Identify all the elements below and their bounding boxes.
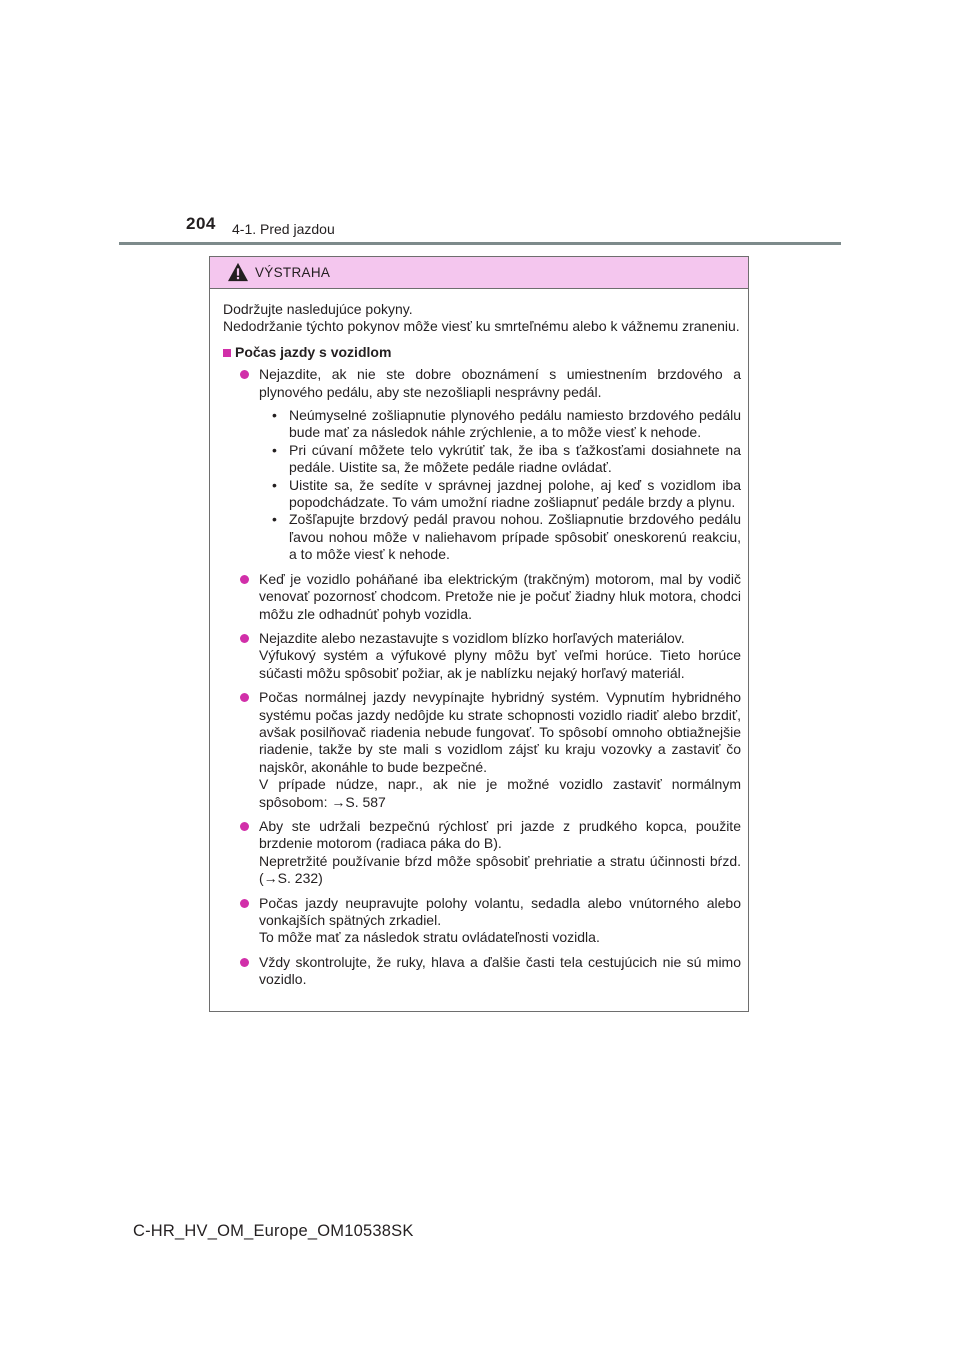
list-item [240,630,741,682]
sub-list-item [272,442,741,477]
bullet-dot-icon: • [272,441,277,458]
list-item [240,571,741,623]
sub-item-text: Zošľapujte brzdový pedál pravou nohou. Zošliapnutie brzdového pedálu ľavou nohou môže v naliehavom prípade spôsobiť oneskorenú reakciu, a to môže viesť k nehode. [289,511,741,563]
item-text: Nepretržité používanie bŕzd môže spôsobiť prehriatie a stratu účinnosti bŕzd. (→S. 232) [259,852,741,887]
subheading [223,344,741,361]
item-text: Výfukový systém a výfukové plyny môžu byť veľmi horúce. Tieto horúce súčasti môžu spôsobiť požiar, ak je nablízku nejaký horľavý materiál. [259,647,741,681]
item-text: V prípade núdze, napr., ak nie je možné vozidlo zastaviť normálnym spôsobom: →S. 587 [259,776,741,810]
circle-bullet-icon [240,899,249,908]
item-text: Nejazdite, ak nie ste dobre oboznámení s umiestnením brzdového a plynového pedálu, aby ste nezošliapli nesprávny pedál. [259,366,741,400]
warning-triangle-icon [227,262,249,282]
document-id: C-HR_HV_OM_Europe_OM10538SK [133,1222,414,1240]
bullet-dot-icon: • [272,407,277,424]
item-text: Aby ste udržali bezpečnú rýchlosť pri jazde z prudkého kopca, použite brzdenie motorom (radiaca páka do B). [259,817,741,852]
circle-bullet-icon [240,370,249,379]
item-text: Počas normálnej jazdy nevypínajte hybridný systém. Vypnutím hybridného systému počas jazdy nedôjde ku strate schopnosti vozidlo riadiť alebo brzdiť, avšak posilňovač riadenia nebude fungovať. To spôsobí omnoho obtiažnejšie riadenie, takže by ste mali s vozidlom zájsť ku kraju vozovky a zastaviť čo najskôr, akonáhle to bude bezpečné. [259,689,741,775]
warning-box [209,256,749,1012]
intro-line-2: Nedodržanie týchto pokynov môže viesť ku smrteľnému alebo k vážnemu zraneniu. [223,318,740,335]
bullet-dot-icon: • [272,511,277,528]
sub-item-text: Pri cúvaní môžete telo vykrútiť tak, že iba s ťažkosťami dosiahnete na pedále. Uistite sa, že môžete pedále riadne ovládať. [289,441,741,476]
item-text: To môže mať za následok stratu ovládateľnosti vozidla. [259,929,600,946]
circle-bullet-icon [240,634,249,643]
sub-item-text: Uistite sa, že sedíte v správnej jazdnej polohe, aj keď s vozidlom iba popodchádzate. To vám umožní riadne zošliapnuť pedále brzdy a plynu. [289,476,741,511]
item-text: Vždy skontrolujte, že ruky, hlava a ďalšie časti tela cestujúcich nie sú mimo vozidlo. [259,953,741,988]
circle-bullet-icon [240,822,249,831]
item-text: Počas jazdy neupravujte polohy volantu, sedadla alebo vnútorného alebo vonkajších spätných zrkadiel. [259,894,741,928]
subheading-text: Počas jazdy s vozidlom [235,343,392,360]
sub-list-item [272,511,741,563]
circle-bullet-icon [240,575,249,584]
list-item [240,895,741,947]
circle-bullet-icon [240,693,249,702]
sub-list-item [272,407,741,442]
sub-list [259,407,741,564]
warning-intro [223,301,741,336]
header-rule [119,242,841,245]
square-bullet-icon [223,349,231,357]
list-item [240,818,741,888]
warning-title: VÝSTRAHA [255,265,331,280]
item-text: Keď je vozidlo poháňané iba elektrickým (trakčným) motorom, mal by vodič venovať pozornosť chodcom. Pretože nie je počuť žiadny hluk motora, chodci môžu zle odhadnúť pohyb vozidla. [259,570,741,622]
page-number: 204 [186,214,216,233]
warning-header [210,257,748,289]
warning-body [210,289,748,989]
intro-line-1: Dodržujte nasledujúce pokyny. [223,301,413,317]
item-text: Nejazdite alebo nezastavujte s vozidlom blízko horľavých materiálov. [259,629,685,646]
sub-item-text: Neúmyselné zošliapnutie plynového pedálu namiesto brzdového pedálu bude mať za následok náhle zrýchlenie, a to môže viesť k nehode. [289,407,741,441]
list-item [240,954,741,989]
list-item [240,689,741,811]
circle-bullet-icon [240,958,249,967]
list-item [240,366,741,563]
bullet-dot-icon: • [272,476,277,493]
sub-list-item [272,477,741,512]
section-title: 4-1. Pred jazdou [232,221,335,237]
